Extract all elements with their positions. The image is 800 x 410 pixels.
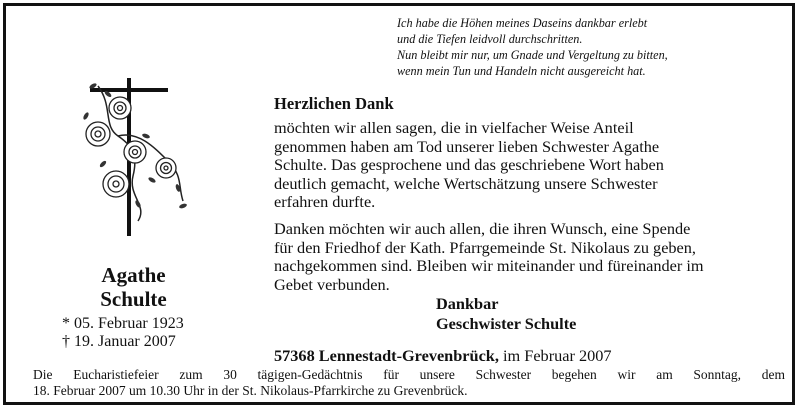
paragraph-line: nachgekommen sind. Bleiben wir miteinander und füreinander im [274, 256, 704, 276]
quote-line: Nun bleibt mir nur, um Gnade und Vergeltung zu bitten, [397, 48, 668, 62]
memorial-quote [397, 15, 787, 79]
paragraph-line: genommen haben am Tod unserer lieben Schwester Agathe [274, 136, 660, 156]
signature-dankbar: Dankbar [436, 294, 499, 313]
paragraph-line: Danken möchten wir auch allen, die ihren Wunsch, eine Spende [274, 219, 691, 238]
obituary-card [3, 3, 795, 405]
cross-with-roses-icon [78, 76, 198, 241]
thanks-paragraph [274, 119, 789, 212]
donation-paragraph [274, 220, 789, 294]
quote-line: Ich habe die Höhen meines Daseins dankbar erlebt [397, 16, 648, 30]
paragraph-line: Schulte. Das gesprochene und das geschriebene Wort haben [274, 155, 664, 175]
place-location: 57368 Lennestadt-Grevenbrück, [274, 346, 499, 365]
signature-family: Geschwister Schulte [436, 314, 577, 333]
paragraph-line: für den Friedhof der Kath. Pfarrgemeinde St. Nikolaus zu geben, [274, 237, 696, 257]
paragraph-line: möchten wir allen sagen, die in vielfacher Weise Anteil [274, 118, 634, 137]
memorial-service-notice [33, 367, 785, 399]
deceased-first-name: Agathe [101, 263, 166, 287]
footer-line: Die Eucharistiefeier zum 30 tägigen-Gedächtnis für unsere Schwester begehen wir am Sonntag, dem [33, 367, 785, 382]
paragraph-line: Gebet verbunden. [274, 274, 390, 294]
footer-line: 18. Februar 2007 um 10.30 Uhr in der St. Nikolaus-Pfarrkirche zu Grevenbrück. [33, 383, 468, 398]
thanks-heading: Herzlichen Dank [274, 94, 394, 113]
paragraph-line: deutlich gemacht, welche Wertschätzung unsere Schwester [274, 173, 658, 193]
place-and-date [274, 346, 612, 366]
death-date: † 19. Januar 2007 [62, 333, 176, 350]
paragraph-line: erfahren durfte. [274, 192, 376, 212]
place-date: im Februar 2007 [498, 346, 612, 365]
quote-line: wenn mein Tun und Handeln nicht ausgereicht hat. [397, 64, 646, 78]
birth-date: * 05. Februar 1923 [62, 315, 184, 332]
quote-line: und die Tiefen leidvoll durchschritten. [397, 32, 583, 46]
deceased-last-name: Schulte [100, 287, 167, 311]
